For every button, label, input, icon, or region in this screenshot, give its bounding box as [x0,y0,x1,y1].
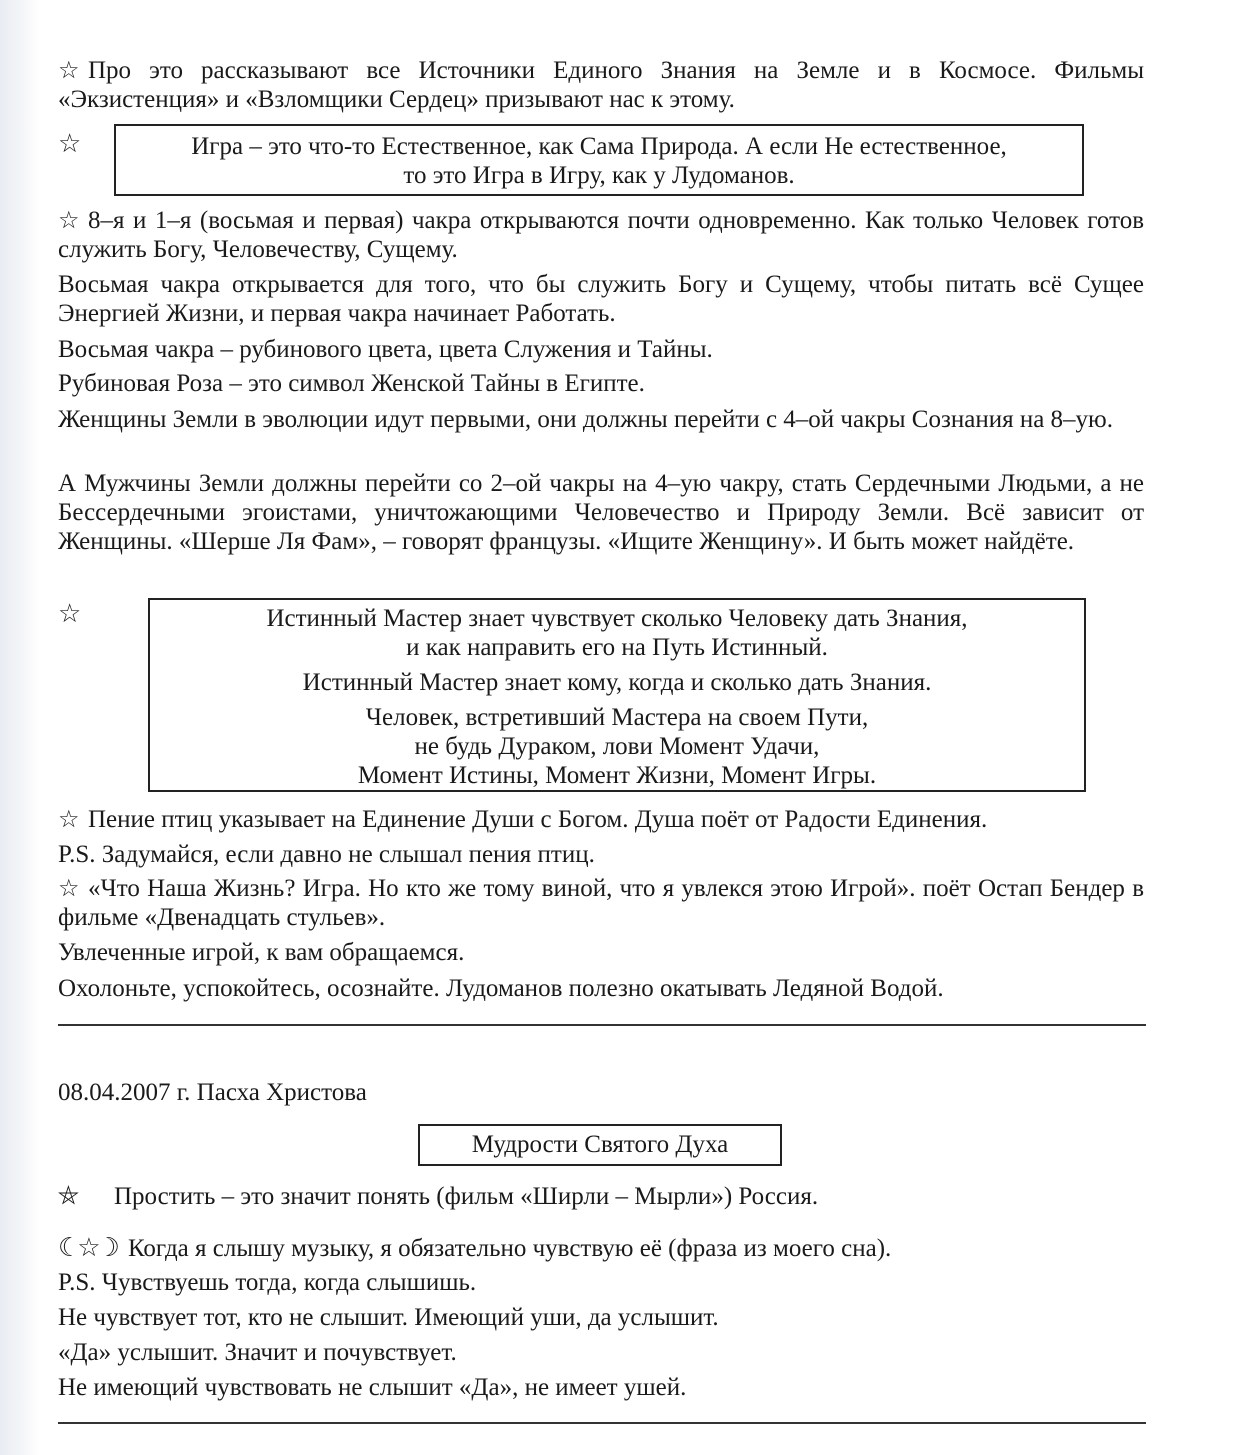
quote-line: Истинный Мастер знает чувствует сколько Человеку дать Знания, [266,605,968,632]
paragraph-chakras: ☆ 8–я и 1–я (восьмая и первая) чакра открываются почти одновременно. Как только Человек готов служить Богу, Человечеству, Сущему. [58,206,1144,263]
wisdom-no-ears: Не имеющий чувствовать не слышит «Да», не имеет ушей. [58,1374,687,1401]
paragraph-players: Увлеченные игрой, к вам обращаемся. [58,939,465,966]
paragraph-bender: ☆ «Что Наша Жизнь? Игра. Но кто же тому виной, что я увлекся этою Игрой». поёт Остап Бендер в фильме «Двенадцать стульев». [58,874,1144,931]
paragraph-ruby-color: Восьмая чакра – рубинового цвета, цвета Служения и Тайны. [58,336,713,363]
star-icon: ☆ [58,805,80,833]
paragraph-ruby-rose: Рубиновая Роза – это символ Женской Тайны в Египте. [58,370,645,397]
paragraph-sources: ☆ Про это рассказывают все Источники Единого Знания на Земле и в Космосе. Фильмы «Экзистенция» и «Взломщики Сердец» призывают нас к этому. [58,56,1144,113]
quote-line: и как направить его на Путь Истинный. [406,634,828,661]
paragraph-men: А Мужчины Земли должны перейти со 2–ой чакры на 4–ую чакру, стать Сердечными Людьми, а не Бессердечными эгоистами, уничтожающими Человечество и Природу Земли. Всё зависит от Женщины. «Шерше Ля Фам», – говорят французы. «Ищите Женщину». И быть может найдёте. [58,470,1144,555]
page-edge-shadow [0,0,40,1455]
quote-line: не будь Дураком, лови Момент Удачи, [414,733,820,760]
quote-line: то это Игра в Игру, как у Лудоманов. [403,162,795,189]
star-icon: ☆ [58,206,80,234]
wisdom-music: ☾☆☽ Когда я слышу музыку, я обязательно чувствую её (фраза из моего сна). [58,1233,892,1263]
star-icon: ☆ [58,599,82,629]
paragraph-women: Женщины Земли в эволюции идут первыми, они должны перейти с 4–ой чакры Сознания на 8–ую. [58,406,1113,433]
paragraph-cool-down: Охолоньте, успокойтесь, осознайте. Лудоманов полезно окатывать Ледяной Водой. [58,975,944,1002]
quote-line: Человек, встретивший Мастера на своем Пути, [365,704,869,731]
star-icon: ☆ [58,129,82,159]
section-heading: Мудрости Святого Духа [471,1131,729,1158]
quote-line: Истинный Мастер знает кому, когда и сколько дать Знания. [302,669,932,696]
paragraph-birds: ☆ Пение птиц указывает на Единение Души с Богом. Душа поёт от Радости Единения. [58,805,988,833]
star-icon: ☆ [58,874,80,902]
quote-line: Игра – это что-то Естественное, как Сама Природа. А если Не естественное, [191,133,1007,160]
entry-date: 08.04.2007 г. Пасха Христова [58,1079,367,1106]
wisdom-ears: Не чувствует тот, кто не слышит. Имеющий уши, да услышит. [58,1304,719,1331]
star-icon: ☆ [58,56,80,84]
paragraph-eighth-chakra: Восьмая чакра открывается для того, что бы служить Богу и Сущему, чтобы питать всё Сущее Энергией Жизни, и первая чакра начинает Работать. [58,271,1144,327]
quote-line: Момент Истины, Момент Жизни, Момент Игры. [357,762,877,789]
wisdom-forgive: ⛤ Простить – это значит понять (фильм «Ширли – Мырли») Россия. [58,1181,819,1211]
section-divider [58,1024,1146,1026]
section-divider-bottom [58,1422,1146,1424]
wisdom-ps-feel: P.S. Чувствуешь тогда, когда слышишь. [58,1269,477,1296]
paragraph-ps-birds: P.S. Задумайся, если давно не слышал пения птиц. [58,841,595,868]
pentagram-icon: ⛤ [58,1181,79,1211]
wisdom-yes: «Да» услышит. Значит и почувствует. [58,1339,457,1366]
quote-box-game [114,124,1084,196]
moon-star-icon: ☾☆☽ [58,1233,116,1263]
quote-box-master [148,598,1086,792]
section-heading-box [418,1124,782,1166]
